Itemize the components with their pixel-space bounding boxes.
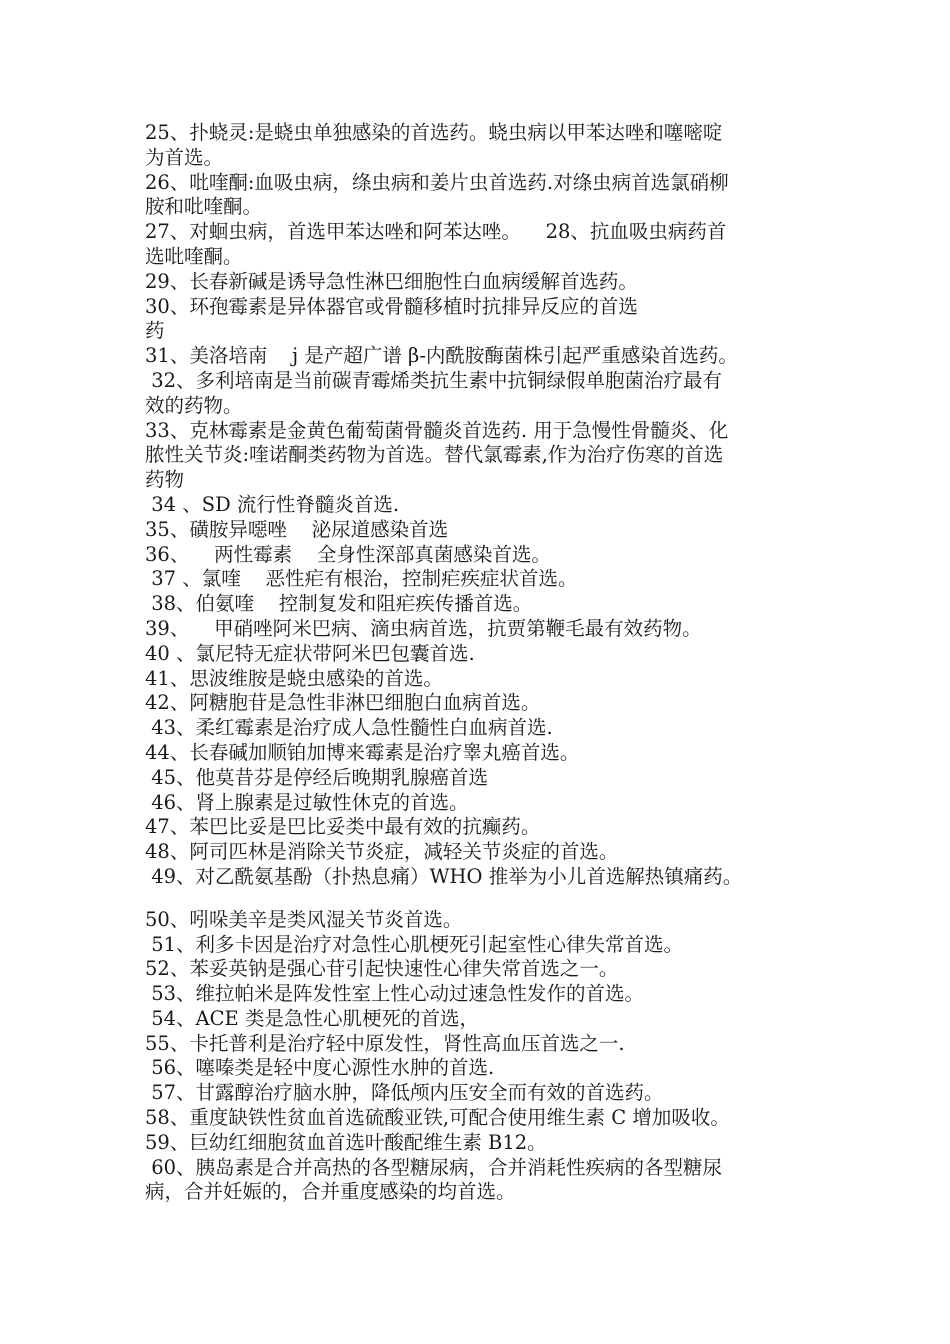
text-line: 53、维拉帕米是阵发性室上性心动过速急性发作的首选。 — [145, 982, 645, 1006]
text-block-first — [145, 121, 825, 890]
paragraph-gap — [145, 890, 825, 908]
text-line: 57、甘露醇治疗脑水肿，降低颅内压安全而有效的首选药。 — [145, 1081, 664, 1105]
text-line: 33、克林霉素是金黄色葡萄菌骨髓炎首选药. 用于急慢性骨髓炎、化 — [145, 418, 729, 442]
text-line: 55、卡托普利是治疗轻中原发性，肾性高血压首选之一. — [145, 1031, 625, 1055]
text-line: 56、噻嗪类是轻中度心源性水肿的首选. — [145, 1056, 495, 1080]
text-line: 41、思波维胺是蛲虫感染的首选。 — [145, 666, 443, 690]
text-line: 29、长春新碱是诱导急性淋巴细胞性白血病缓解首选药。 — [145, 269, 638, 293]
text-line: 48、阿司匹林是消除关节炎症，减轻关节炎症的首选。 — [145, 840, 619, 864]
text-line: 49、对乙酰氨基酚（扑热息痛）WHO 推举为小儿首选解热镇痛药。 — [145, 864, 743, 888]
text-line: 30、环孢霉素是异体器官或骨髓移植时抗排异反应的首选 — [145, 294, 638, 318]
document-body — [145, 121, 825, 1205]
text-line: 52、苯妥英钠是强心苷引起快速性心律失常首选之一。 — [145, 957, 619, 981]
text-line: 胺和吡喹酮。 — [145, 195, 263, 219]
text-line: 43、柔红霉素是治疗成人急性髓性白血病首选. — [145, 716, 553, 740]
text-line: 病，合并妊娠的，合并重度感染的均首选。 — [145, 1180, 516, 1204]
text-line: 54、ACE 类是急性心肌梗死的首选， — [145, 1006, 479, 1030]
text-line: 药 — [145, 319, 165, 343]
text-line: 51、利多卡因是治疗对急性心肌梗死引起室性心律失常首选。 — [145, 932, 684, 956]
text-line: 58、重度缺铁性贫血首选硫酸亚铁,可配合使用维生素 C 增加吸收。 — [145, 1106, 730, 1130]
text-line: 50、吲哚美辛是类风湿关节炎首选。 — [145, 907, 463, 931]
text-line: 34 、SD 流行性脊髓炎首选. — [145, 492, 400, 516]
text-block-second — [145, 908, 825, 1206]
text-line: 选吡喹酮。 — [145, 244, 243, 268]
text-line: 药物 — [145, 468, 185, 492]
text-line: 26、吡喹酮:血吸虫病，绦虫病和姜片虫首选药.对绦虫病首选氯硝柳 — [145, 170, 729, 194]
text-line: 35、磺胺异噁唑 泌尿道感染首选 — [145, 517, 449, 541]
text-line: 59、巨幼红细胞贫血首选叶酸配维生素 B12。 — [145, 1130, 547, 1154]
text-line: 31、美洛培南 j 是产超广谱 β-内酰胺酶菌株引起严重感染首选药。 — [145, 344, 738, 368]
text-line: 32、多利培南是当前碳青霉烯类抗生素中抗铜绿假单胞菌治疗最有 — [145, 368, 723, 392]
text-line: 42、阿糖胞苷是急性非淋巴细胞白血病首选。 — [145, 691, 541, 715]
text-line: 46、肾上腺素是过敏性休克的首选。 — [145, 790, 469, 814]
text-line: 为首选。 — [145, 145, 224, 169]
text-line: 脓性关节炎:喹诺酮类药物为首选。替代氯霉素,作为治疗伤寒的首选 — [145, 443, 724, 467]
text-line: 37 、氯喹 恶性疟有根治，控制疟疾症状首选。 — [145, 567, 578, 591]
text-line: 40 、氯尼特无症状带阿米巴包囊首选. — [145, 641, 475, 665]
text-line: 25、扑蛲灵:是蛲虫单独感染的首选药。蛲虫病以甲苯达唑和噻嘧啶 — [145, 121, 723, 144]
text-line: 47、苯巴比妥是巴比妥类中最有效的抗癫药。 — [145, 815, 541, 839]
text-line: 45、他莫昔芬是停经后晚期乳腺癌首选 — [145, 765, 489, 789]
text-line: 39、 甲硝唑阿米巴病、滴虫病首选，抗贾第鞭毛最有效药物。 — [145, 616, 702, 640]
text-line: 36、 两性霉素 全身性深部真菌感染首选。 — [145, 542, 551, 566]
text-line: 60、胰岛素是合并高热的各型糖尿病，合并消耗性疾病的各型糖尿 — [145, 1155, 723, 1179]
text-line: 38、伯氨喹 控制复发和阻疟疾传播首选。 — [145, 592, 533, 616]
text-line: 44、长春碱加顺铂加博来霉素是治疗睾丸癌首选。 — [145, 740, 580, 764]
text-line: 效的药物。 — [145, 393, 243, 417]
text-line: 27、对蛔虫病，首选甲苯达唑和阿苯达唑。 28、抗血吸虫病药首 — [145, 220, 727, 244]
